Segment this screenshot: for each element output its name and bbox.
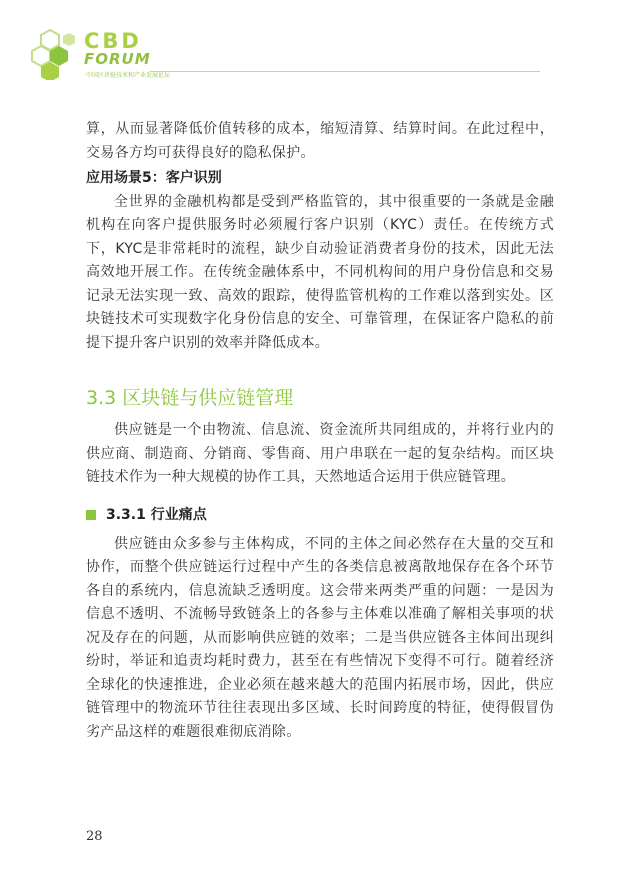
page-header bbox=[0, 0, 640, 80]
logo-cbd-text: CBD bbox=[84, 29, 142, 53]
page-number: 28 bbox=[86, 829, 103, 844]
subsection-paragraph: 供应链由众多参与主体构成，不同的主体之间必然存在大量的交互和协作，而整个供应链运行过程中产生的各类信息被离散地保存在各个环节各自的系统内，信息流缺乏透明度。这会带来两类严重的问题：一是因为信息不透明、不流畅导致链条上的各参与主体难以准确了解相关事项的状况及存在的问题，从而影响供应链的效率；二是当供应链各主体间出现纠纷时，举证和追责均耗时费力，甚至在有些情况下变得不可行。随着经济全球化的快速推进，企业必须在越来越大的范围内拓展市场，因此，供应链管理中的物流环节往往表现出多区域、长时间跨度的特征，使得假冒伪劣产品这样的难题很难彻底消除。 bbox=[86, 535, 554, 740]
hexagon-cluster-icon bbox=[30, 28, 80, 80]
header-divider bbox=[150, 71, 540, 72]
scene5-title: 应用场景5：客户识别 bbox=[86, 170, 222, 186]
scene5-paragraph: 全世界的金融机构都是受到严格监管的，其中很重要的一条就是金融机构在向客户提供服务时必须履行客户识别（KYC）责任。在传统方式下，KYC是非常耗时的流程，缺少自动验证消费者身份的技术，因此无法高效地开展工作。在传统金融体系中，不同机构间的用户身份信息和交易记录无法实现一致、高效的跟踪，使得监管机构的工作难以落到实处。区块链技术可实现数字化身份信息的安全、可靠管理，在保证客户隐私的前提下提升客户识别的效率并降低成本。 bbox=[86, 193, 554, 351]
section-title: 3.3 区块链与供应链管理 bbox=[86, 387, 294, 409]
subsection-heading bbox=[86, 504, 554, 527]
continued-paragraph: 算，从而显著降低价值转移的成本，缩短清算、结算时间。在此过程中，交易各方均可获得良好的隐私保护。 bbox=[86, 121, 554, 161]
subsection-title: 3.3.1 行业痛点 bbox=[106, 506, 207, 523]
page-content bbox=[86, 118, 554, 744]
cbd-forum-logo bbox=[30, 28, 170, 80]
logo-forum-text: FORUM bbox=[84, 50, 151, 68]
logo-subtitle: 中国区块链技术和产业发展论坛 bbox=[86, 72, 171, 79]
square-bullet-icon bbox=[86, 510, 96, 520]
section-paragraph: 供应链是一个由物流、信息流、资金流所共同组成的，并将行业内的供应商、制造商、分销商、零售商、用户串联在一起的复杂结构。而区块链技术作为一种大规模的协作工具，天然地适合运用于供应链管理。 bbox=[86, 422, 554, 485]
